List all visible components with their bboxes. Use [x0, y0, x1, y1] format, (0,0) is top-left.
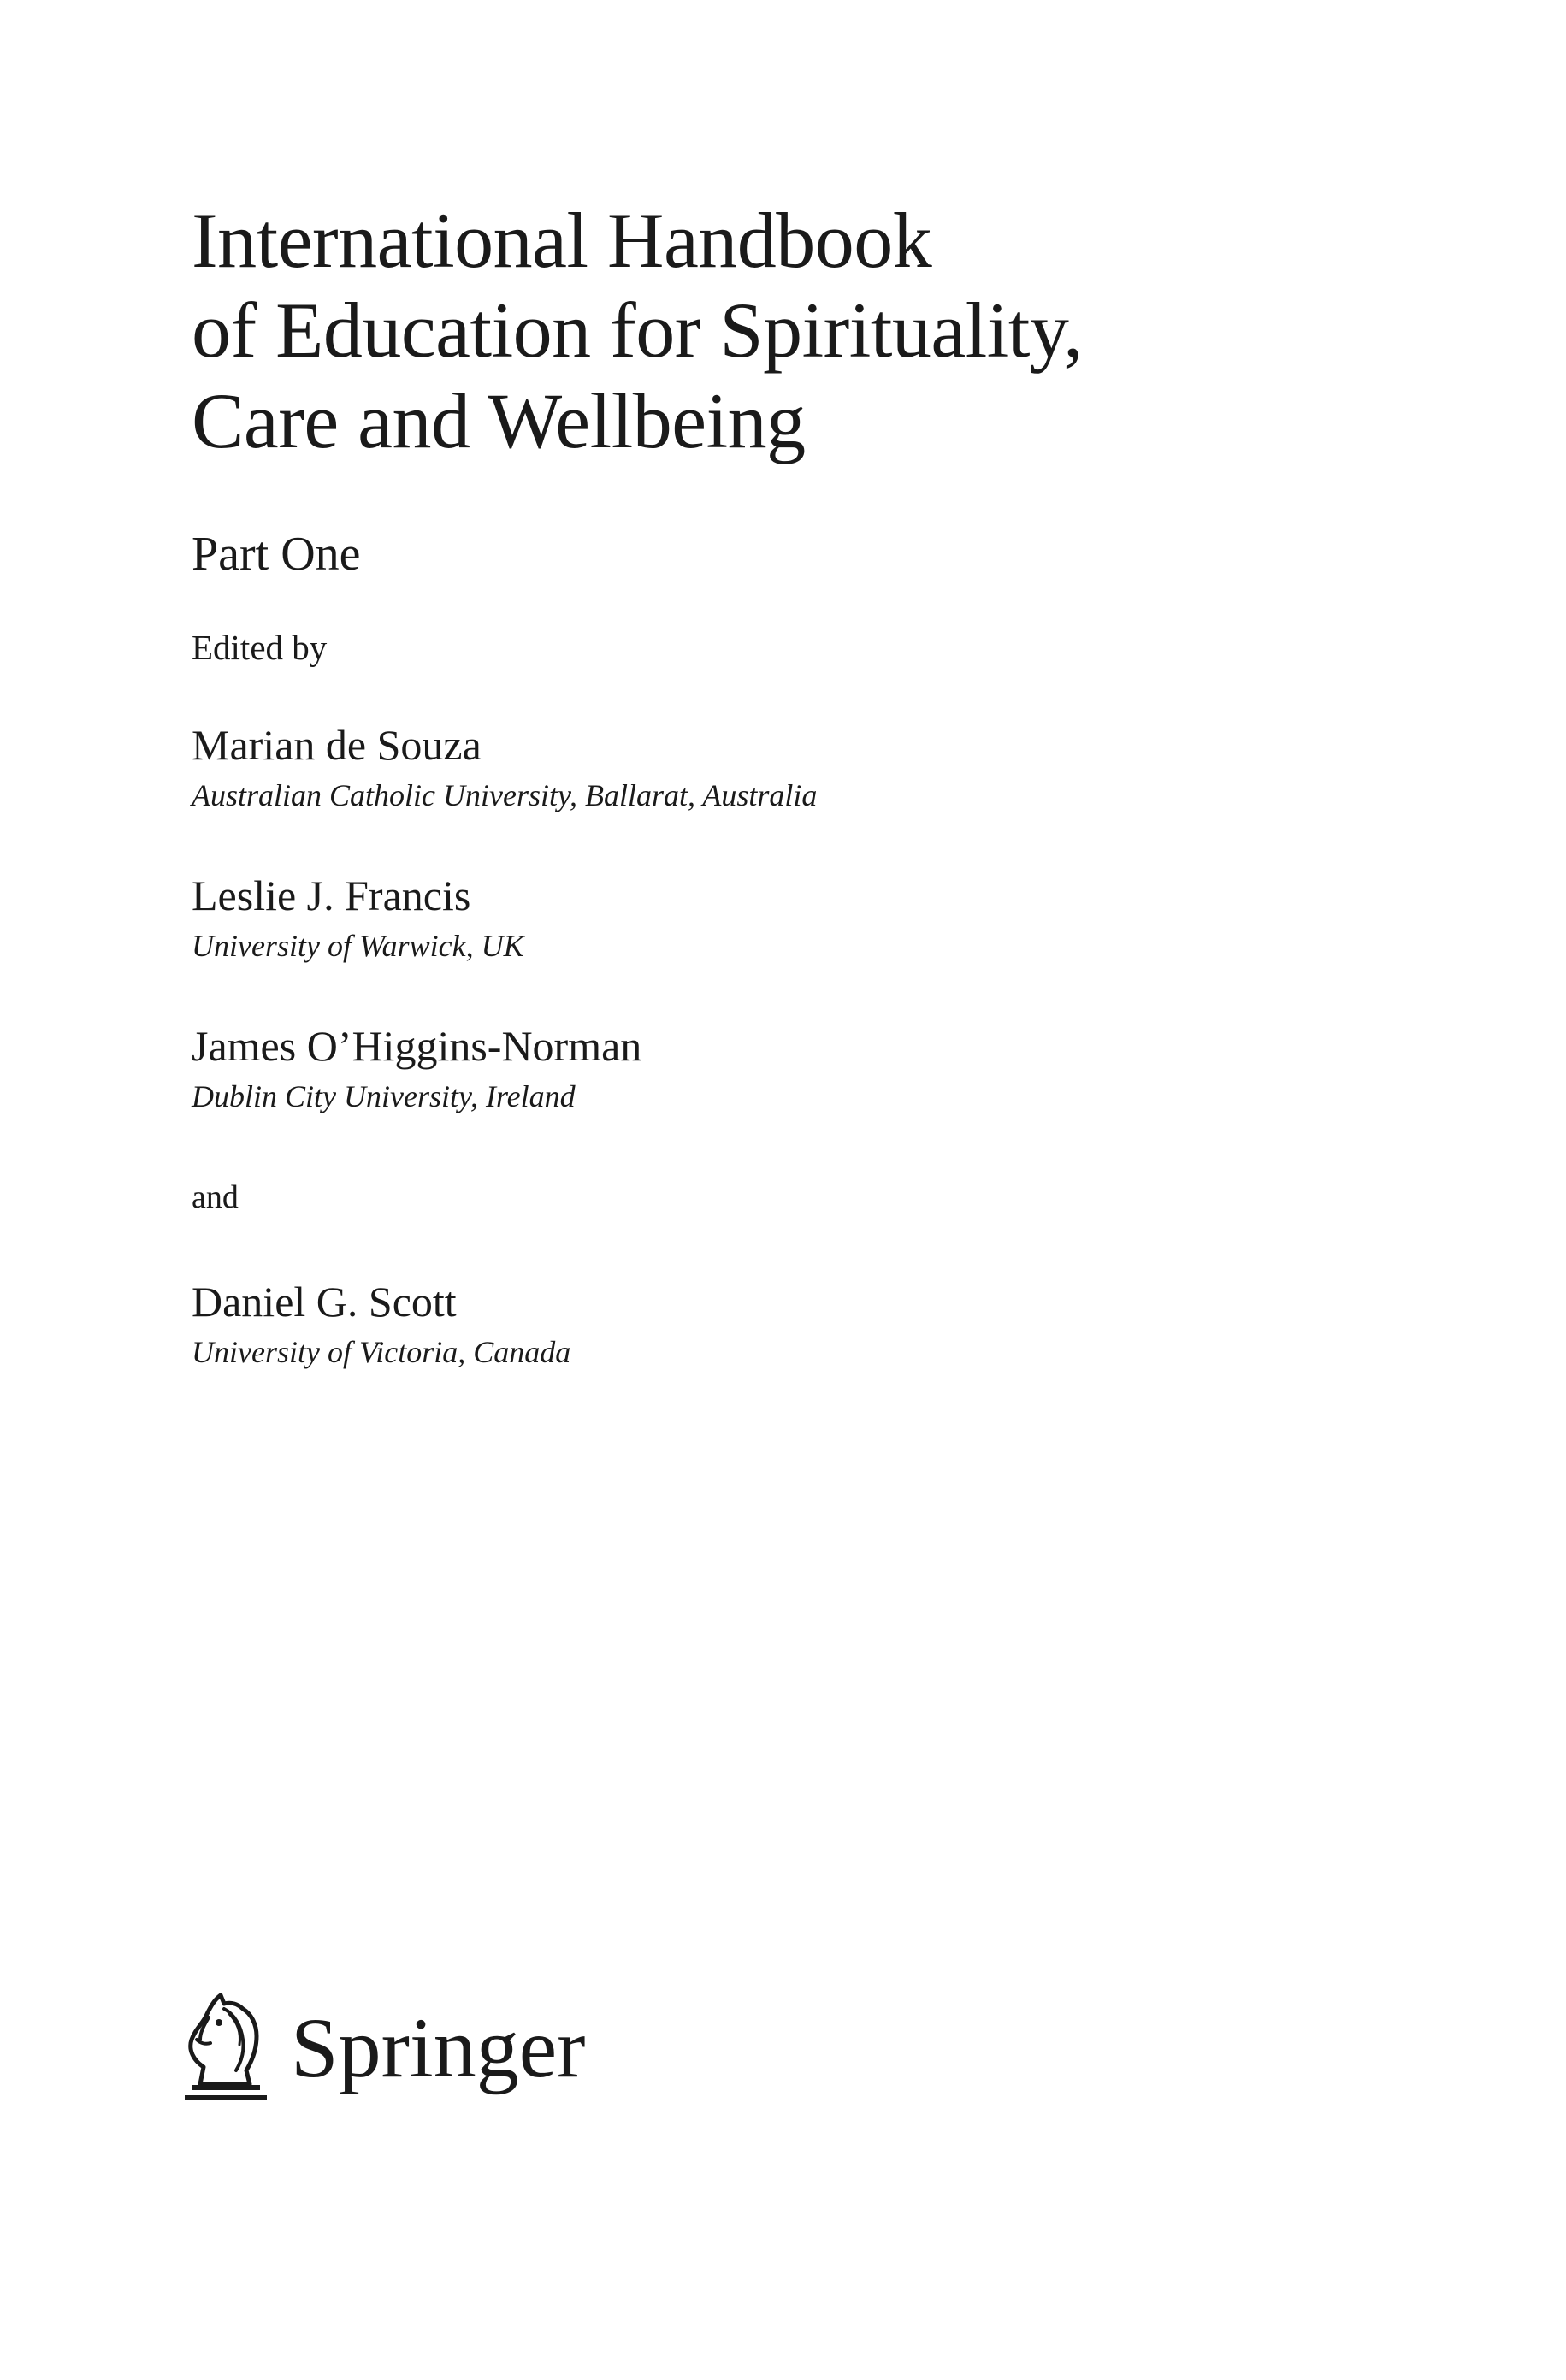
- editor-name: Leslie J. Francis: [192, 871, 471, 919]
- editor-block: [192, 1280, 570, 1367]
- part-label: Part One: [192, 528, 361, 581]
- and-connector: and: [192, 1179, 239, 1215]
- book-title-line-3: Care and Wellbeing: [192, 377, 806, 464]
- editor-affiliation: Dublin City University, Ireland: [192, 1079, 576, 1113]
- book-title-line-1: International Handbook: [192, 197, 932, 284]
- editor-affiliation: University of Victoria, Canada: [192, 1335, 571, 1369]
- editor-block: [192, 723, 817, 811]
- chess-knight-icon: [174, 1988, 274, 2101]
- editor-name: Marian de Souza: [192, 721, 482, 769]
- editor-name: James O’Higgins-Norman: [192, 1022, 642, 1070]
- editor-name: Daniel G. Scott: [192, 1278, 457, 1326]
- editor-block: [192, 871, 524, 963]
- editor-affiliation: Australian Catholic University, Ballarat, Australia: [192, 778, 818, 812]
- publisher-imprint: [174, 1988, 585, 2101]
- edited-by-label: Edited by: [192, 628, 328, 667]
- publisher-name: Springer: [291, 2000, 586, 2095]
- editor-affiliation: University of Warwick, UK: [192, 929, 524, 963]
- book-title-line-2: of Education for Spirituality,: [192, 286, 1083, 374]
- editor-block: [192, 1022, 642, 1113]
